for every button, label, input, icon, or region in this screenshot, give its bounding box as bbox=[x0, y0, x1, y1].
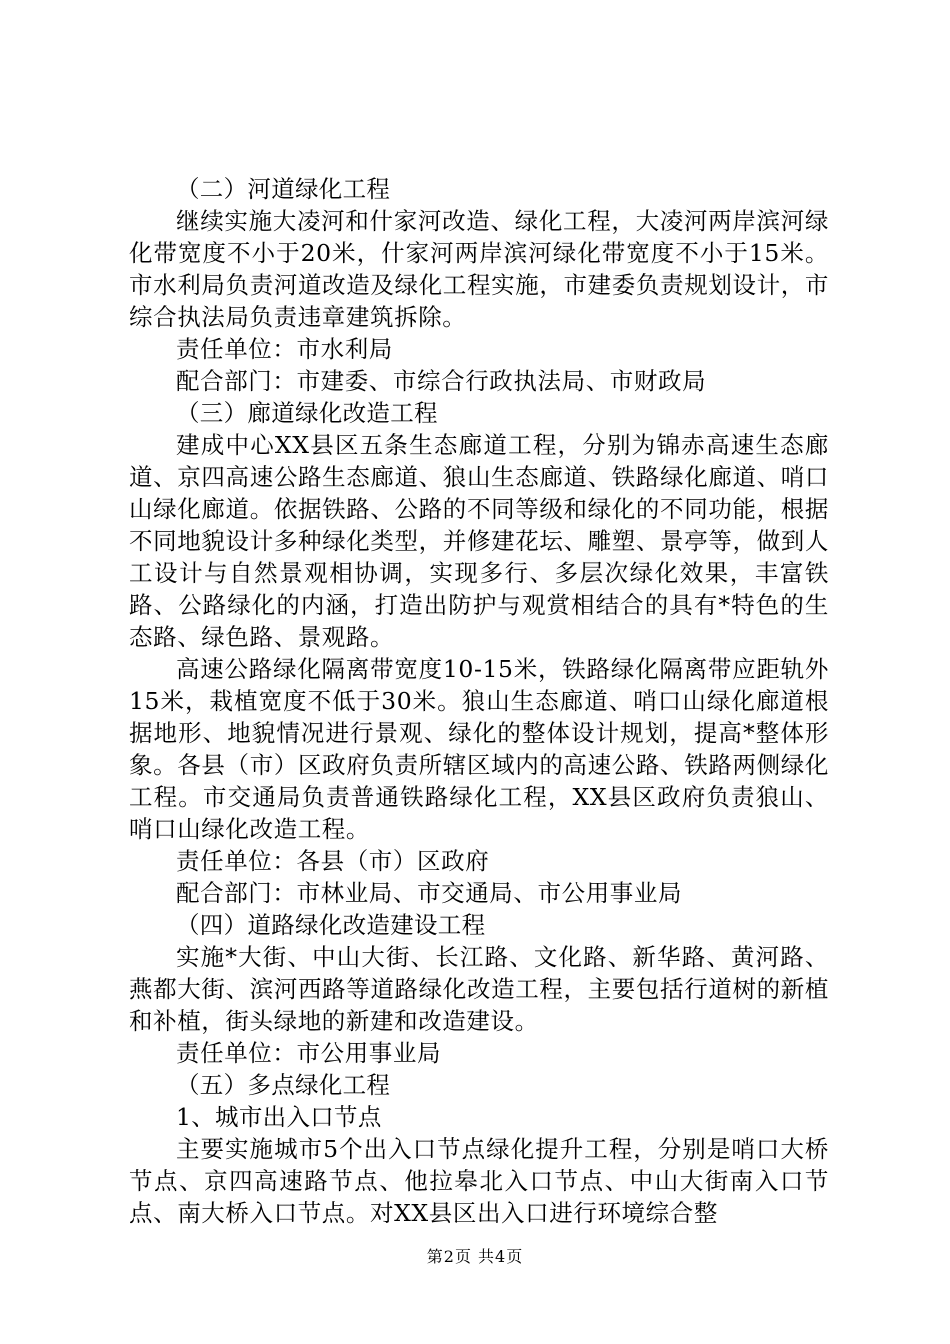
responsible-unit: 责任单位：各县（市）区政府 bbox=[176, 847, 490, 875]
section-heading-corridor-greening: （三）廊道绿化改造工程 bbox=[176, 399, 438, 427]
cooperating-departments: 配合部门：市建委、市综合行政执法局、市财政局 bbox=[176, 367, 707, 395]
responsible-unit: 责任单位：市公用事业局 bbox=[176, 1039, 442, 1067]
paragraph-isolation-belts: 高速公路绿化隔离带宽度10-15米，铁路绿化隔离带应距轨外15米，栽植宽度不低于30米。狼山生态廊道、哨口山绿化廊道根据地形、地貌情况进行景观、绿化的整体设计规划，提高*整体形象。各县（市）区政府负责所辖区域内的高速公路、铁路两侧绿化工程。市交通局负责普通铁路绿化工程，XX县区政府负责狼山、哨口山绿化改造工程。 bbox=[129, 655, 829, 843]
subheading-city-entrance-nodes: 1、城市出入口节点 bbox=[176, 1103, 382, 1131]
section-heading-river-greening: （二）河道绿化工程 bbox=[176, 175, 391, 203]
section-heading-road-greening: （四）道路绿化改造建设工程 bbox=[176, 911, 486, 939]
cooperating-departments: 配合部门：市林业局、市交通局、市公用事业局 bbox=[176, 879, 683, 907]
paragraph-entrance-nodes: 主要实施城市5个出入口节点绿化提升工程，分别是哨口大桥节点、京四高速路节点、他拉皋北入口节点、中山大街南入口节点、南大桥入口节点。对XX县区出入口进行环境综合整 bbox=[129, 1135, 829, 1227]
paragraph-river-greening: 继续实施大凌河和什家河改造、绿化工程，大凌河两岸滨河绿化带宽度不小于20米，什家河两岸滨河绿化带宽度不小于15米。市水利局负责河道改造及绿化工程实施，市建委负责规划设计，市综合执法局负责违章建筑拆除。 bbox=[129, 207, 829, 331]
paragraph-road-greening: 实施*大街、中山大街、长江路、文化路、新华路、黄河路、燕都大街、滨河西路等道路绿化改造工程，主要包括行道树的新植和补植，街头绿地的新建和改造建设。 bbox=[129, 943, 829, 1035]
page-number-footer: 第2页 共4页 bbox=[426, 1247, 524, 1266]
section-heading-multipoint-greening: （五）多点绿化工程 bbox=[176, 1071, 391, 1099]
responsible-unit: 责任单位：市水利局 bbox=[176, 335, 393, 363]
paragraph-corridor-greening: 建成中心XX县区五条生态廊道工程，分别为锦赤高速生态廊道、京四高速公路生态廊道、狼山生态廊道、铁路绿化廊道、哨口山绿化廊道。依据铁路、公路的不同等级和绿化的不同功能，根据不同地貌设计多种绿化类型，并修建花坛、雕塑、景亭等，做到人工设计与自然景观相协调，实现多行、多层次绿化效果，丰富铁路、公路绿化的内涵，打造出防护与观赏相结合的具有*特色的生态路、绿色路、景观路。 bbox=[129, 431, 829, 651]
document-body bbox=[129, 173, 829, 1229]
